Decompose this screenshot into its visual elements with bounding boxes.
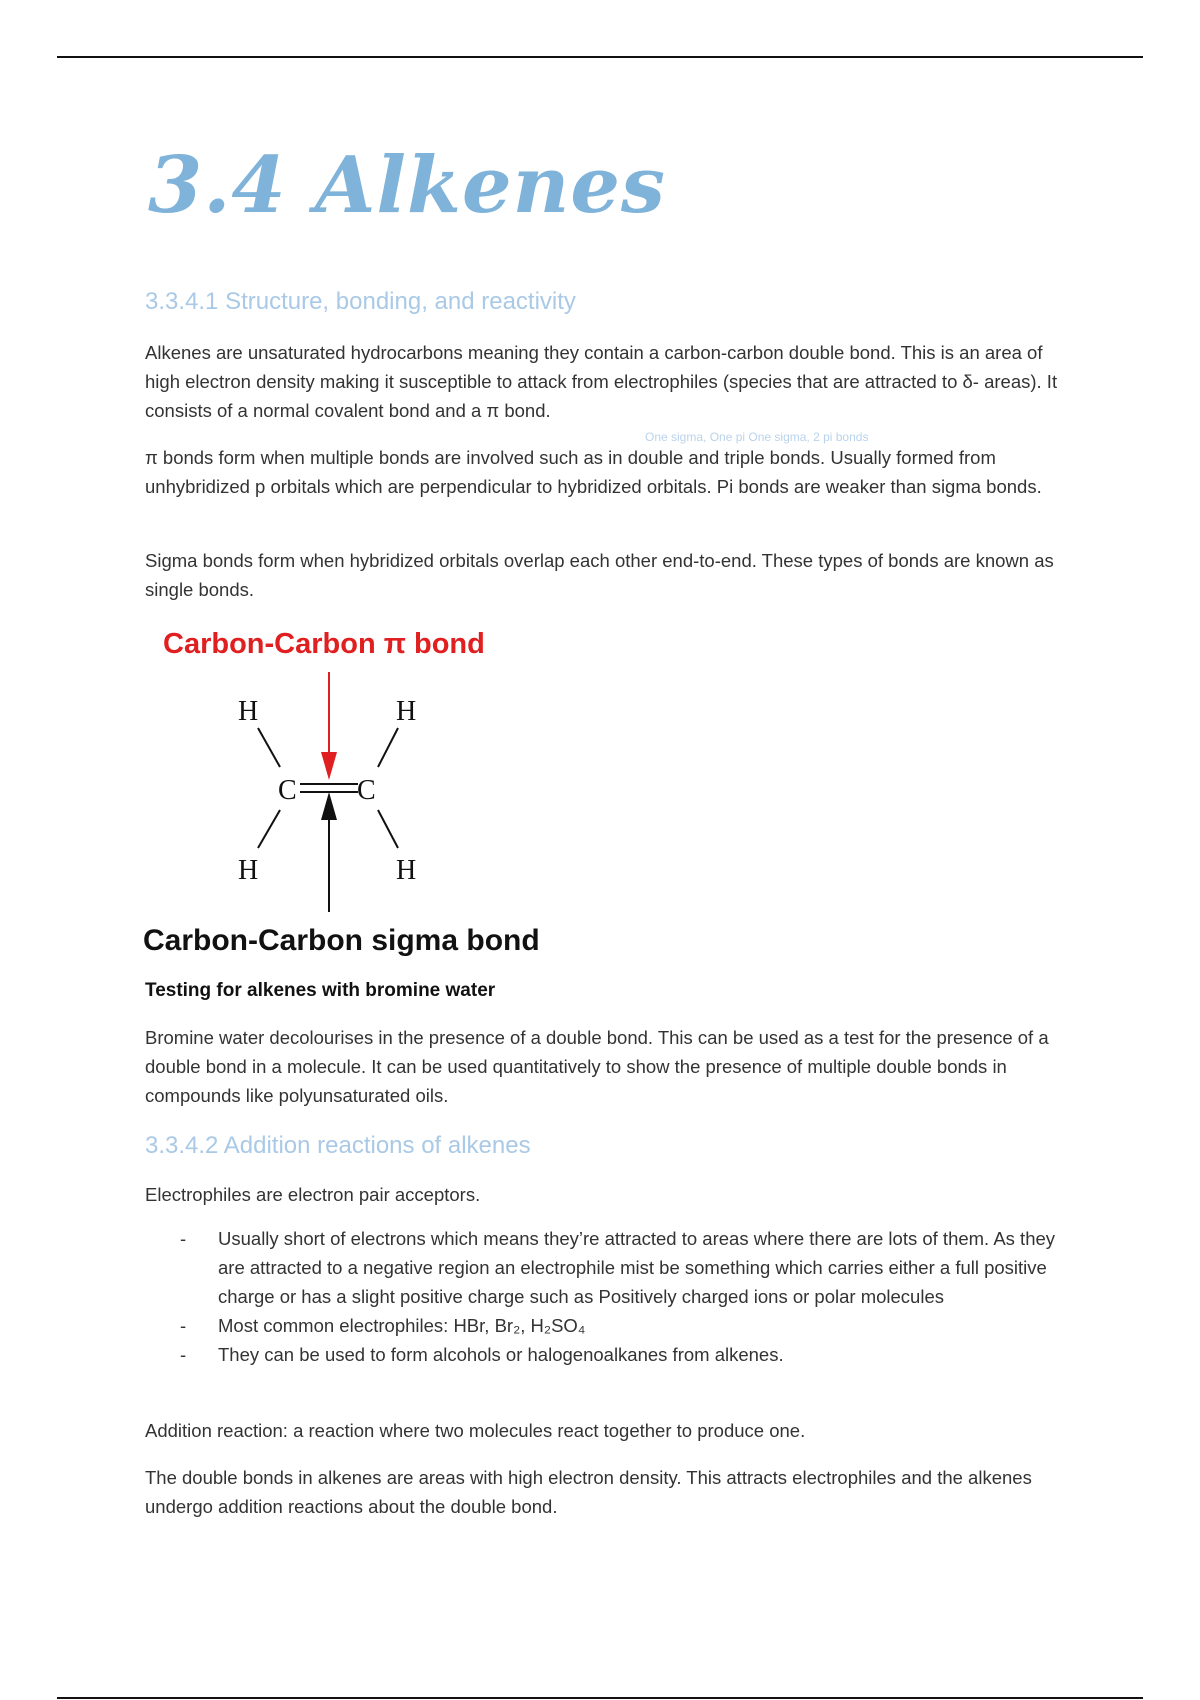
atom-h-bottom-left: H xyxy=(238,855,259,886)
bond-h-top-right xyxy=(378,728,398,767)
atom-c-left: C xyxy=(278,775,297,806)
bond-h-bottom-right xyxy=(378,810,398,848)
list-item-text: Usually short of electrons which means they’re attracted to areas where there are lots of them. As they are attracted to a negative region an electrophile mist be something which carries either a full positive charge or has a slight positive charge such as Positively charged ions or polar molecules xyxy=(218,1228,1056,1307)
annotation-note: One sigma, One pi One sigma, 2 pi bonds xyxy=(645,430,869,444)
bullet-dash: - xyxy=(180,1344,187,1365)
atom-h-top-right: H xyxy=(396,696,417,727)
atom-h-bottom-right: H xyxy=(396,855,417,886)
top-rule xyxy=(57,56,1143,58)
bond-h-bottom-left xyxy=(258,810,280,848)
pi-bond-label: Carbon-Carbon π bond xyxy=(163,628,485,660)
subheading-bromine-test: Testing for alkenes with bromine water xyxy=(145,980,496,1001)
list-item xyxy=(180,1340,1060,1369)
list-item xyxy=(180,1311,1060,1340)
paragraph-alkenes-intro: Alkenes are unsaturated hydrocarbons meaning they contain a carbon-carbon double bond. This is an area of high electron density making it susceptible to attack from electrophiles (species that are attracted to δ- areas). It consists of a normal covalent bond and a π bond. xyxy=(145,342,1058,421)
page-title: 3.4 Alkenes xyxy=(148,140,666,231)
bullet-dash: - xyxy=(180,1228,187,1249)
pi-arrow-head xyxy=(321,752,337,780)
paragraph-addition-reaction: Addition reaction: a reaction where two molecules react together to produce one. xyxy=(145,1420,806,1441)
atom-h-top-left: H xyxy=(238,696,259,727)
paragraph-pi-bonds: π bonds form when multiple bonds are involved such as in double and triple bonds. Usually formed from unhybridized p orbitals which are perpendicular to hybridized orbitals. Pi bonds are weaker than sigma bonds. xyxy=(145,447,1042,497)
bond-h-top-left xyxy=(258,728,280,767)
section-heading-addition: 3.3.4.2 Addition reactions of alkenes xyxy=(145,1132,531,1159)
paragraph-sigma-bonds: Sigma bonds form when hybridized orbitals overlap each other end-to-end. These types of bonds are known as single bonds. xyxy=(145,550,1054,600)
bottom-rule xyxy=(57,1697,1143,1699)
section-heading-structure: 3.3.4.1 Structure, bonding, and reactivity xyxy=(145,288,576,315)
paragraph-double-bonds: The double bonds in alkenes are areas with high electron density. This attracts electrophiles and the alkenes undergo addition reactions about the double bond. xyxy=(145,1467,1032,1517)
paragraph-electrophiles: Electrophiles are electron pair acceptors. xyxy=(145,1184,481,1205)
sigma-bond-label: Carbon-Carbon sigma bond xyxy=(143,924,540,957)
electrophile-bullet-list xyxy=(180,1224,1060,1369)
list-item xyxy=(180,1224,1060,1311)
sigma-arrow-head xyxy=(321,792,337,820)
list-item-text: Most common electrophiles: HBr, Br₂, H₂SO₄ xyxy=(218,1315,586,1336)
list-item-text: They can be used to form alcohols or halogenoalkanes from alkenes. xyxy=(218,1344,784,1365)
atom-c-right: C xyxy=(357,775,376,806)
ethene-structure-diagram xyxy=(140,620,560,920)
bullet-dash: - xyxy=(180,1315,187,1336)
paragraph-bromine-test: Bromine water decolourises in the presence of a double bond. This can be used as a test for the presence of a double bond in a molecule. It can be used quantitatively to show the presence of multiple double bonds in compounds like polyunsaturated oils. xyxy=(145,1027,1049,1106)
